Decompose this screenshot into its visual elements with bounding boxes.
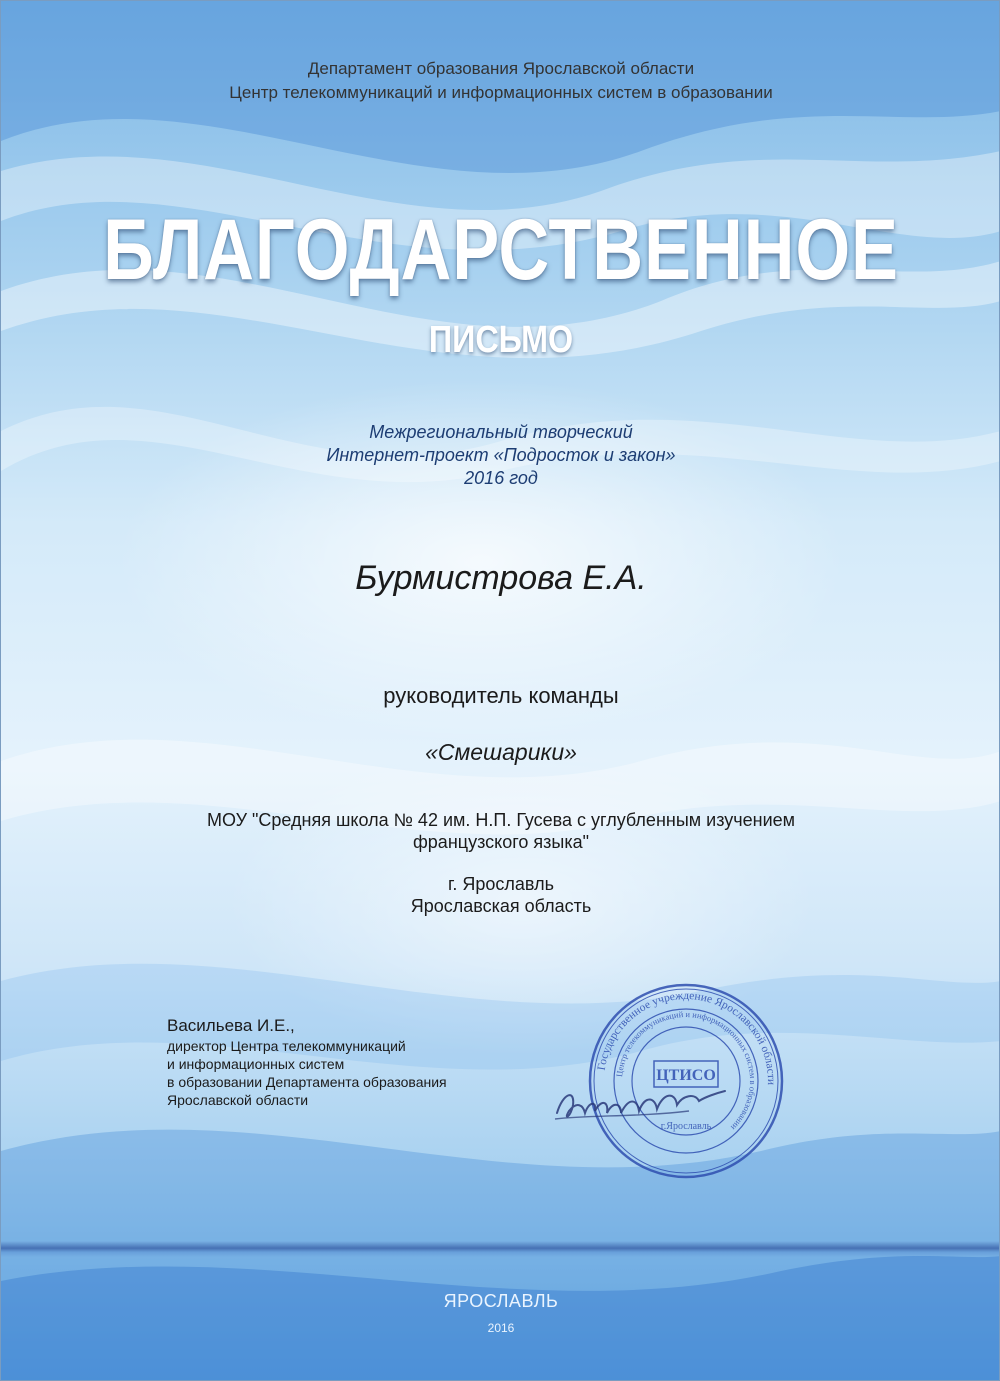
recipient-name: Бурмистрова Е.А. xyxy=(355,559,647,597)
project-info xyxy=(1,421,1000,490)
issuer-header xyxy=(1,57,1000,105)
issuer-center: Центр телекоммуникаций и информационных систем в образовании xyxy=(229,83,773,102)
seal-outer-text: Государственное учреждение Ярославской области xyxy=(595,989,778,1086)
footer-divider xyxy=(1,1241,1000,1257)
recipient-region: Ярославская область xyxy=(410,896,592,916)
team-name: «Смешарики» xyxy=(425,739,577,765)
seal-bottom-text: г.Ярославль xyxy=(660,1121,712,1132)
signatory-position-4: Ярославской области xyxy=(167,1092,309,1108)
signatory-position-1: директор Центра телекоммуникаций xyxy=(167,1038,406,1054)
signatory-name: Васильева И.Е., xyxy=(167,1016,295,1035)
document-title: БЛАГОДАРСТВЕННОЕ xyxy=(103,202,899,298)
footer-city: ЯРОСЛАВЛЬ xyxy=(443,1291,559,1311)
recipient-role: руководитель команды xyxy=(383,683,619,708)
recipient-location xyxy=(1,873,1000,917)
document-subtitle: ПИСЬМО xyxy=(428,319,574,361)
recipient-city: г. Ярославль xyxy=(448,874,554,894)
signatory-block xyxy=(167,1015,447,1109)
seal-inner-text: Центр телекоммуникаций и информационных систем в образовании xyxy=(614,1008,759,1133)
project-year: 2016 год xyxy=(464,468,538,488)
seal-center-text: ЦТИСО xyxy=(656,1067,716,1084)
footer-year: 2016 xyxy=(487,1321,515,1335)
school-name xyxy=(1,809,1000,853)
project-line-1: Межрегиональный творческий xyxy=(369,422,633,442)
signatory-position-3: в образовании Департамента образования xyxy=(167,1074,447,1090)
issuer-department: Департамент образования Ярославской области xyxy=(307,59,695,78)
handwritten-signature xyxy=(549,1071,729,1131)
school-line-1: МОУ "Средняя школа № 42 им. Н.П. Гусева с углубленным изучением xyxy=(206,810,796,830)
school-line-2: французского языка" xyxy=(412,832,589,852)
signatory-position-2: и информационных систем xyxy=(167,1056,345,1072)
project-line-2: Интернет-проект «Подросток и закон» xyxy=(326,445,676,465)
